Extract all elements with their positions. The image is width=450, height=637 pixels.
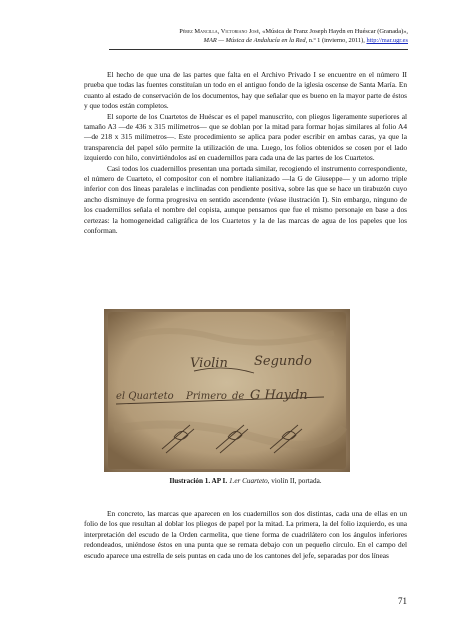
- header-authors: Pérez Mancilla, Victoriano José,: [179, 28, 261, 35]
- header-rule: [109, 49, 408, 50]
- cover-word: de: [232, 391, 245, 402]
- body-text-bottom: [84, 509, 407, 561]
- cover-word: Segundo: [254, 354, 312, 369]
- manuscript-cover-drawing: [104, 309, 350, 472]
- figure-caption: [84, 477, 407, 485]
- cover-word: G Haydn: [250, 388, 308, 403]
- paragraph: El soporte de los Cuartetos de Huéscar es el papel manuscrito, con pliegos ligeramente superiores al tamaño A3 —de 436 x 315 milímetros— que se doblan por la mitad para formar hojas similares al folio A4 —de 218 x 315 milímetros—. Este procedimiento se aplica para poder escribir en ambas caras, ya que la transparencia del papel sólo permite la utilización de una. Luego, los folios obtenidos se cosen por el lado izquierdo con hilo, convirtiéndolos así en cuadernillos para cada una de las partes de los Cuartetos.: [84, 111, 407, 163]
- manuscript-cover-image: [104, 309, 350, 472]
- header-journal: MAR — Música de Andalucía en la Red: [203, 37, 306, 44]
- header-line-1: [38, 27, 408, 36]
- header-article-title: «Música de Franz Joseph Haydn en Huéscar (Granada)»,: [260, 28, 408, 35]
- header-line-2: [38, 36, 408, 45]
- caption-rest: violín II, portada.: [269, 477, 322, 485]
- cover-word: el Quarteto: [116, 391, 174, 402]
- header-issue: , n.º 1 (invierno, 2011),: [305, 37, 365, 44]
- caption-italic: 1.er Cuarteto,: [227, 477, 270, 485]
- caption-label: Ilustración 1. AP I.: [169, 477, 228, 485]
- running-header: [38, 27, 408, 45]
- body-text-top: [84, 70, 407, 237]
- paragraph: Casi todos los cuadernillos presentan una portada similar, recogiendo el instrumento correspondiente, el número de Cuarteto, el compositor con el nombre italianizado —la G de Giuseppe— y un adorno triple inferior con dos líneas paralelas e inclinadas con pendiente positiva, sobre las que se hace un tirabuzón cuyo ancho disminuye de forma progresiva en sentido ascendente (véase ilustración I). Sin embargo, ninguno de los cuadernillos señala el nombre del copista, aunque pensamos que fue el mismo personaje en base a dos certezas: la homogeneidad caligráfica de los Cuartetos y la de las marcas de agua de los papeles que los conforman.: [84, 163, 407, 236]
- paragraph: El hecho de que una de las partes que falta en el Archivo Privado I se encuentre en el número II prueba que todas las fuentes constituían un todo en el antiguo fondo de la iglesia oscense de Santa María. En cuanto al estado de conservación de los documentos, hay que señalar que es bueno en la mayor parte de éstos y que todos están completos.: [84, 70, 407, 111]
- cover-word: Primero: [186, 391, 227, 402]
- paragraph: En concreto, las marcas que aparecen en los cuadernillos son dos distintas, cada una de ellas en un folio de los que resultan al doblar los pliegos de papel por la mitad. La primera, la del folio izquierdo, es una interpretación del escudo de la Orden carmelita, que tiene forma de cuadrilátero con los ángulos inferiores redondeados, uniéndose éstos en una punta que se remata debajo con un pequeño círculo. En el campo del escudo aparece una estrella de seis puntas en cada uno de los cantones del jefe, separadas por dos líneas: [84, 509, 407, 560]
- page-number: 71: [398, 596, 407, 606]
- cover-word: Violin: [190, 356, 228, 371]
- header-url-link[interactable]: http://mar.ugr.es: [366, 37, 408, 44]
